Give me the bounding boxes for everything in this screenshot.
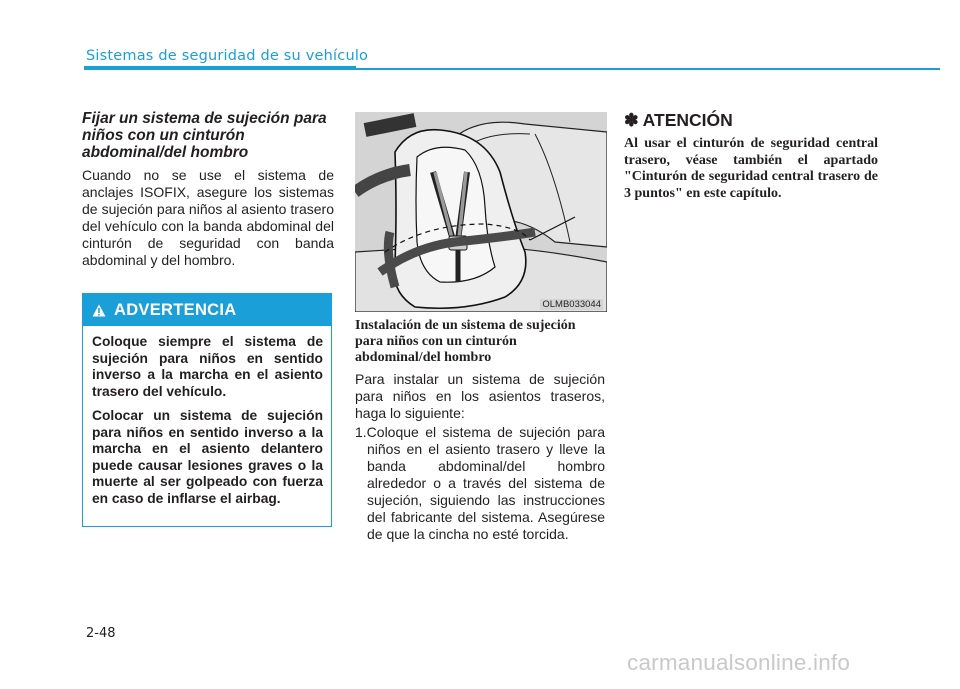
header-rule <box>356 68 940 70</box>
attention-title: ATENCIÓN <box>642 110 733 130</box>
warning-paragraph: Colocar un sistema de sujeción para niños en sentido inverso a la marcha en el asiento delantero puede causar lesiones graves o la muerte al ser golpeado con fuerza en caso de inflarse el airbag. <box>92 408 323 506</box>
warning-title: ADVERTENCIA <box>114 300 237 319</box>
child-seat-drawing <box>355 112 607 312</box>
step-list <box>355 424 605 543</box>
site-watermark: carmanualsonline.info <box>627 650 851 675</box>
warning-paragraph: Coloque siempre el sistema de sujeción para niños en sentido inverso a la marcha en el asiento trasero del vehículo. <box>92 334 323 399</box>
header-rule-accent <box>84 66 356 70</box>
step-item: 1.Coloque el sistema de sujeción para niños en el asiento trasero y lleve la banda abdominal/del hombro alrededor o a través del sistema de sujeción, siguiendo las instrucciones del fabricante del sistema. Asegúrese de que la cincha no esté torcida. <box>355 424 605 542</box>
warning-body <box>83 326 331 507</box>
figure-caption: Instalación de un sistema de sujeción para niños con un cinturón abdominal/del hombro <box>355 318 576 365</box>
middle-column <box>355 318 605 543</box>
figure-code: OLMB033044 <box>542 299 601 310</box>
asterisk-icon: ✽ <box>624 110 639 130</box>
right-column <box>624 110 878 202</box>
page-number: 2-48 <box>86 626 116 641</box>
section-subtitle: Fijar un sistema de sujeción para niños con un cinturón abdominal/del hombro <box>82 110 327 161</box>
install-intro: Para instalar un sistema de sujeción para niños en los asientos traseros, haga lo siguiente: <box>355 371 605 421</box>
attention-heading <box>624 110 878 131</box>
child-seat-illustration <box>355 112 607 312</box>
warning-header <box>83 294 331 326</box>
attention-text: Al usar el cinturón de seguridad central trasero, véase también el apartado "Cinturón de seguridad central trasero de 3 puntos" en este capítulo. <box>624 136 878 201</box>
left-column <box>82 110 334 269</box>
intro-paragraph: Cuando no se use el sistema de anclajes ISOFIX, asegure los sistemas de sujeción para niños al asiento trasero del vehículo con la banda abdominal del cinturón de seguridad con banda abdominal y del hombro. <box>82 167 334 268</box>
section-title: Sistemas de seguridad de su vehículo <box>86 48 369 64</box>
warning-box <box>82 293 332 527</box>
warning-triangle-icon <box>92 304 106 317</box>
